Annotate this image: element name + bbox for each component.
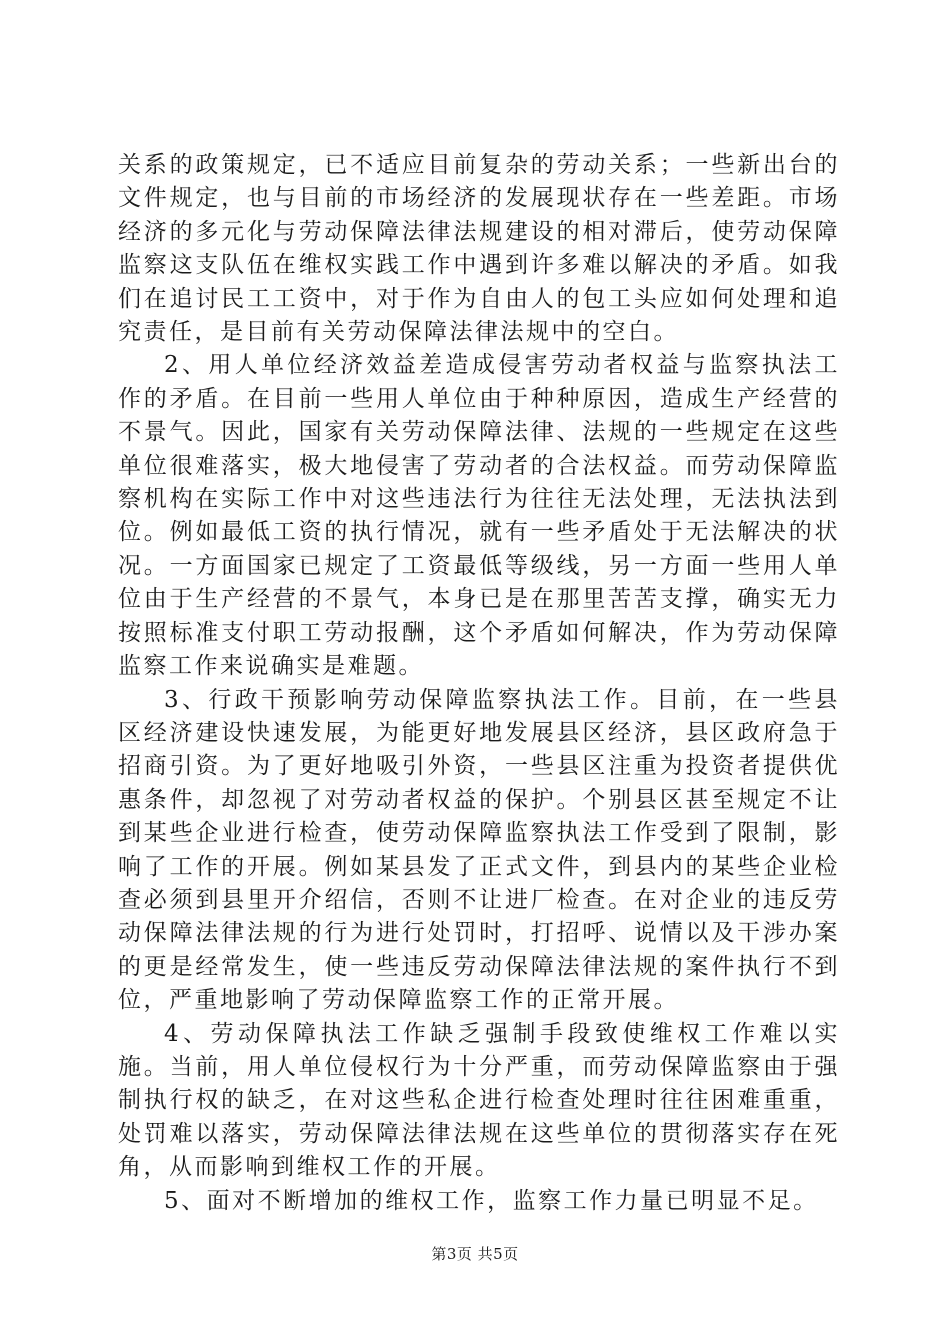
paragraph-1: 关系的政策规定，已不适应目前复杂的劳动关系；一些新出台的文件规定，也与目前的市场经济的发展现状存在一些差距。市场经济的多元化与劳动保障法律法规建设的相对滞后，使劳动保障监察这支队伍在维权实践工作中遇到许多难以解决的矛盾。如我们在追讨民工工资中，对于作为自由人的包工头应如何处理和追究责任，是目前有关劳动保障法律法规中的空白。 <box>118 152 840 346</box>
paragraph-5: 5、面对不断增加的维权工作，监察工作力量已明显不足。 <box>164 1187 819 1214</box>
paragraph-3: 3、行政干预影响劳动保障监察执法工作。目前，在一些县区经济建设快速发展，为能更好地发展县区经济，县区政府急于招商引资。为了更好地吸引外资，一些县区注重为投资者提供优惠条件，却忽视了对劳动者权益的保护。个别县区甚至规定不让到某些企业进行检查，使劳动保障监察执法工作受到了限制，影响了工作的开展。例如某县发了正式文件，到县内的某些企业检查必须到县里开介绍信，否则不让进厂检查。在对企业的违反劳动保障法律法规的行为进行处罚时，打招呼、说情以及干涉办案的更是经常发生，使一些违反劳动保障法律法规的案件执行不到位，严重地影响了劳动保障监察工作的正常开展。 <box>118 686 840 1014</box>
paragraph-2: 2、用人单位经济效益差造成侵害劳动者权益与监察执法工作的矛盾。在目前一些用人单位由于种种原因，造成生产经营的不景气。因此，国家有关劳动保障法律、法规的一些规定在这些单位很难落实，极大地侵害了劳动者的合法权益。而劳动保障监察机构在实际工作中对这些违法行为往往无法处理，无法执法到位。例如最低工资的执行情况，就有一些矛盾处于无法解决的状况。一方面国家已规定了工资最低等级线，另一方面一些用人单位由于生产经营的不景气，本身已是在那里苦苦支撑，确实无力按照标准支付职工劳动报酬，这个矛盾如何解决，作为劳动保障监察工作来说确实是难题。 <box>118 352 840 680</box>
paragraph-4: 4、劳动保障执法工作缺乏强制手段致使维权工作难以实施。当前，用人单位侵权行为十分严重，而劳动保障监察由于强制执行权的缺乏，在对这些私企进行检查处理时往往困难重重，处罚难以落实，劳动保障法律法规在这些单位的贯彻落实存在死角，从而影响到维权工作的开展。 <box>118 1020 840 1181</box>
document-body <box>118 149 840 1218</box>
page-footer: 第3页 共5页 <box>431 1245 519 1263</box>
